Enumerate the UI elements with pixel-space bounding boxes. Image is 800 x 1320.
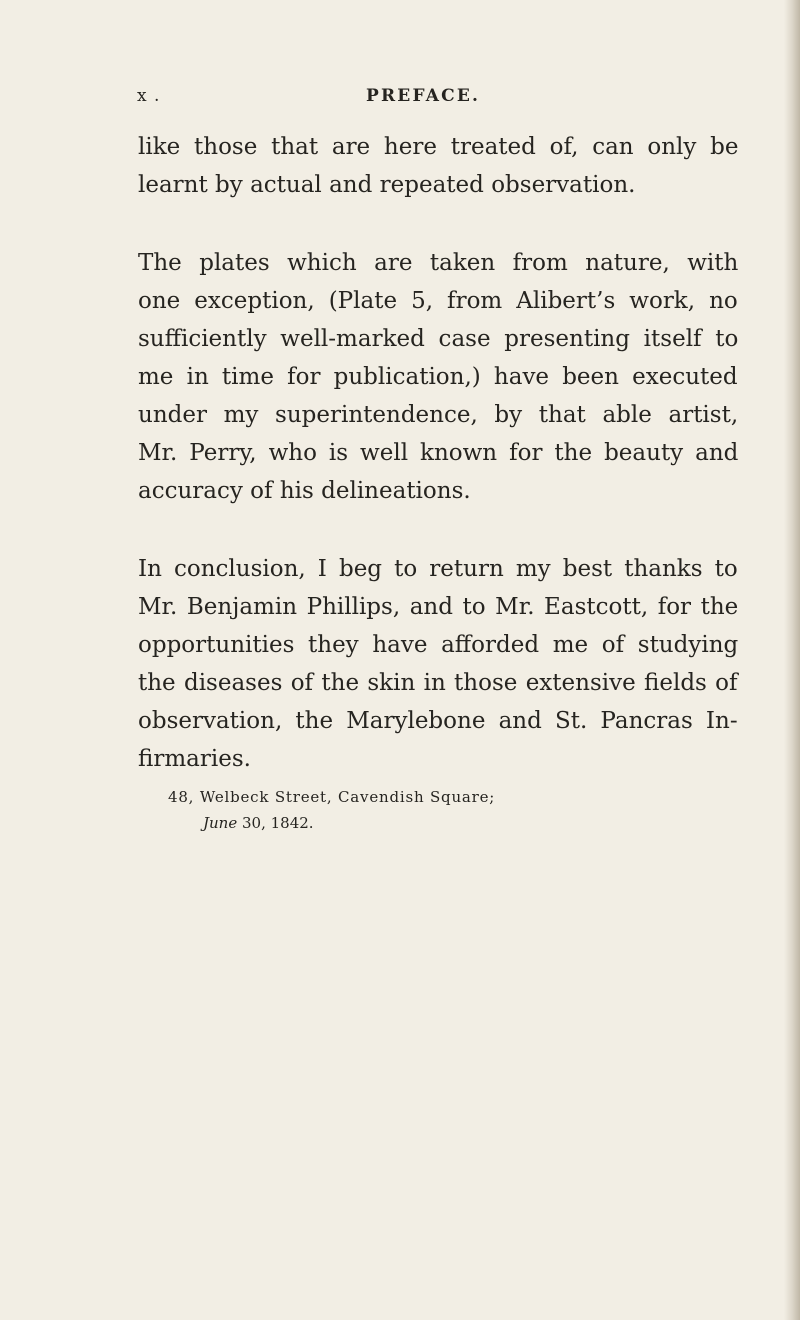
body-text: [138, 128, 738, 778]
paragraph-2: [138, 244, 738, 510]
text-line: The plates which are taken from nature, with: [138, 250, 739, 276]
text-line: accuracy of his delineations.: [138, 478, 471, 504]
text-line: one exception, (Plate 5, from Alibert’s work, no: [138, 288, 738, 314]
author-address: 48, Welbeck Street, Cavendish Square;: [168, 788, 496, 806]
text-line: sufficiently well-marked case presenting itself to: [138, 326, 739, 352]
text-line: opportunities they have afforded me of studying: [138, 632, 739, 658]
text-line: me in time for publication,) have been executed: [138, 364, 738, 390]
text-line: the diseases of the skin in those extensive fields of: [138, 670, 738, 696]
text-line: learnt by actual and repeated observation.: [138, 172, 636, 198]
page-edge-shadow: [784, 0, 800, 1320]
text-line: under my superintendence, by that able artist,: [138, 402, 739, 428]
text-line: like those that are here treated of, can only be: [138, 134, 739, 160]
running-head: [0, 86, 800, 110]
date-day-year: 30, 1842.: [237, 814, 314, 832]
text-line: firmaries.: [138, 746, 251, 772]
text-line: Mr. Benjamin Phillips, and to Mr. Eastcott, for the: [138, 594, 739, 620]
signature-date: [203, 814, 314, 832]
page-number: x .: [137, 86, 161, 106]
date-month: June: [203, 814, 238, 832]
text-line: observation, the Marylebone and St. Pancras In-: [138, 708, 738, 734]
paragraph-3: [138, 550, 738, 778]
paragraph-1: [138, 128, 738, 204]
text-line: In conclusion, I beg to return my best thanks to: [138, 556, 738, 582]
text-line: Mr. Perry, who is well known for the beauty and: [138, 440, 739, 466]
page-title: PREFACE.: [366, 86, 481, 106]
